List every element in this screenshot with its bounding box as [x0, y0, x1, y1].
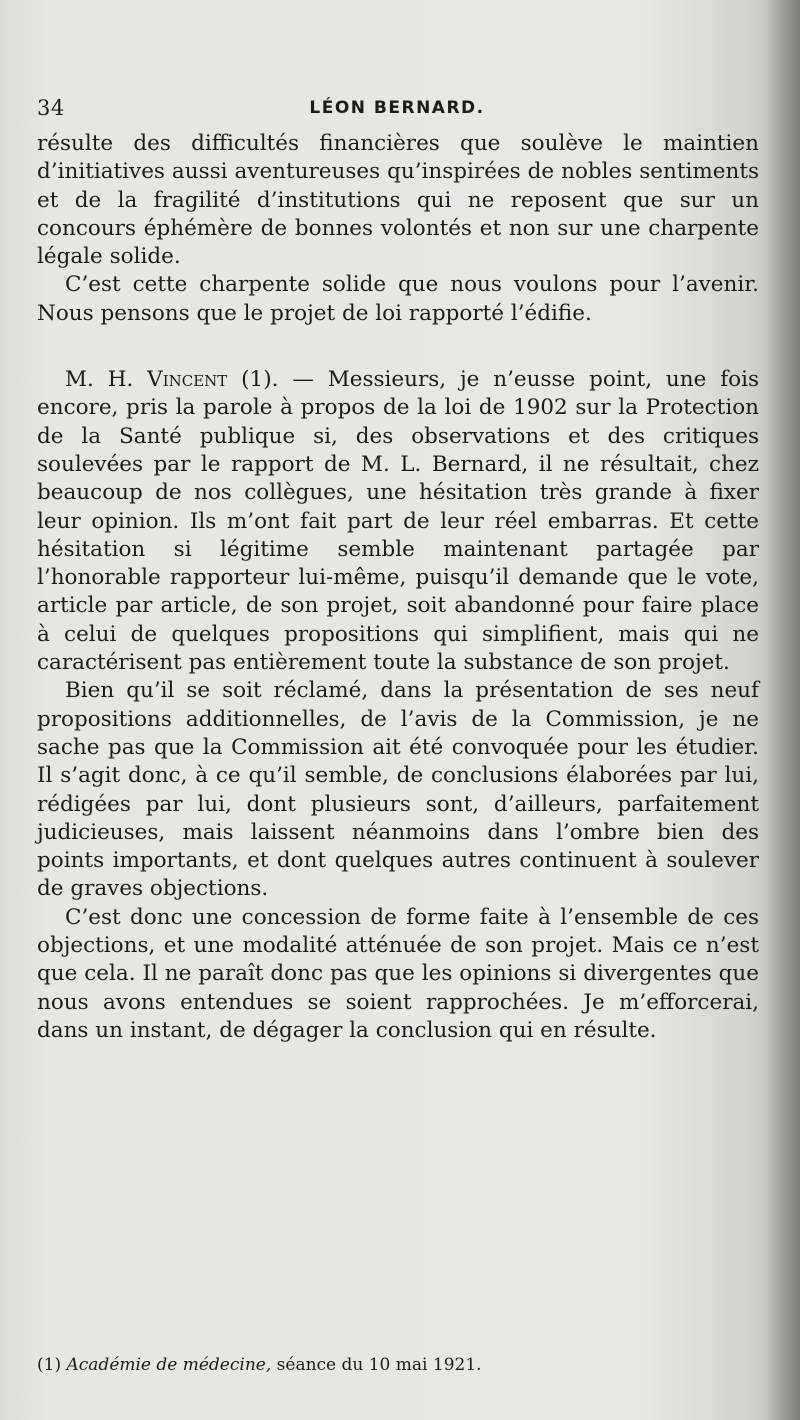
footnote-source: Académie de médecine, — [66, 1355, 272, 1375]
running-head: LÉON BERNARD. — [309, 98, 485, 118]
paragraph-charpente: C’est cette charpente solide que nous voulons pour l’avenir. Nous pensons que le projet de loi rapporté l’édifie. — [37, 272, 759, 326]
paragraph-conclusion: C’est donc une concession de forme faite à l’ensemble de ces objections, et une modalité atténuée de son projet. Mais ce n’est que cela. Il ne paraît donc pas que les opinions si divergentes que nous avons entendues se soient rapprochées. Je m’efforcerai, dans un instant, de dégager la conclusion qui en résulte. — [37, 904, 759, 1043]
speaker-name: M. H. Vincent — [65, 367, 228, 393]
paragraph-propositions: Bien qu’il se soit réclamé, dans la présentation de ses neuf propositions additionnelles, de l’avis de la Commission, je ne sache pas que la Commission ait été convoquée pour les étudier. Il s’agit donc, à ce qu’il semble, de conclusions élaborées par lui, rédigées par lui, dont plusieurs sont, d’ailleurs, parfaitement judicieuses, mais laissent néanmoins dans l’ombre bien des points importants, et dont quelques autres continuent à soulever de graves objections. — [37, 678, 759, 902]
footnote-text: séance du 10 mai 1921. — [276, 1355, 482, 1375]
body-text — [37, 130, 759, 1045]
footnote-marker: (1) — [37, 1355, 62, 1375]
speech-paragraph — [37, 366, 759, 677]
footnote-reference: (1). — [241, 367, 279, 393]
paragraph-continuation: résulte des difficultés financières que soulève le maintien d’initiatives aussi aventureuses qu’inspirées de nobles sentiments et de la fragilité d’institutions qui ne reposent que sur un concours éphémère de bonnes volontés et non sur une charpente légale solide. — [37, 131, 759, 270]
page-header — [37, 96, 757, 126]
page-edge-shadow — [766, 0, 800, 1420]
speech-text: — Messieurs, je n’eusse point, une fois encore, pris la parole à propos de la loi de 1902 sur la Protection de la Santé publique si, des observations et des critiques soulevées par le rapport de M. L. Bernard, il ne résultait, chez beaucoup de nos collègues, une hésitation très grande à fixer leur opinion. Ils m’ont fait part de leur réel embarras. Et cette hésitation si légitime semble maintenant partagée par l’honorable rapporteur lui-même, puisqu’il demande que le vote, article par article, de son projet, soit abandonné pour faire place à celui de quelques propositions qui simplifient, mais qui ne caractérisent pas entièrement toute la substance de son projet. — [37, 367, 759, 676]
page-number: 34 — [37, 96, 65, 120]
footnote — [37, 1355, 759, 1375]
